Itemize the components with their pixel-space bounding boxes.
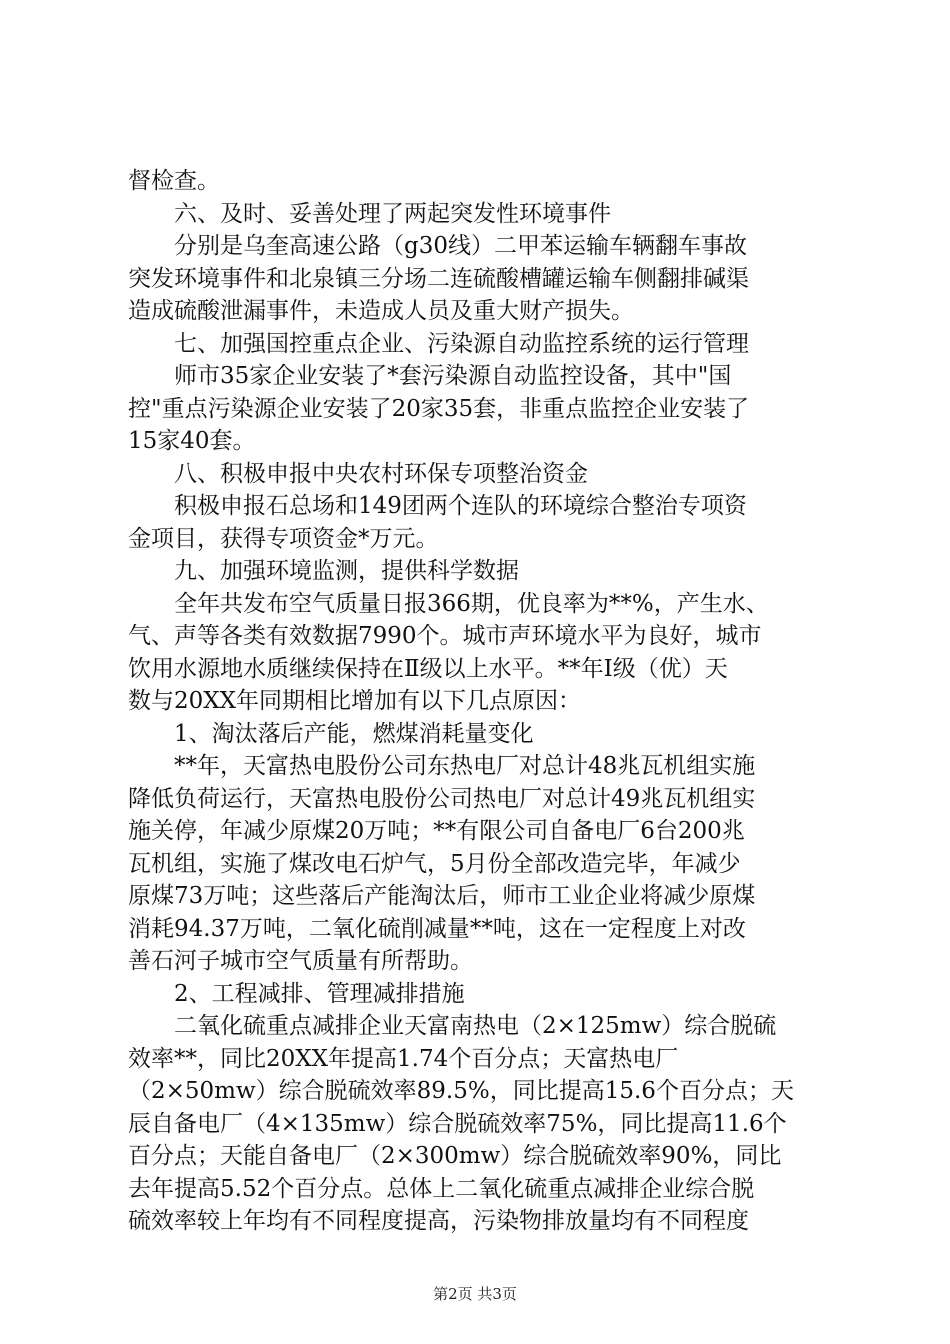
text-line: 金项目，获得专项资金*万元。 bbox=[128, 525, 439, 552]
text-line: 突发环境事件和北泉镇三分场二连硫酸槽罐运输车侧翻排碱渠 bbox=[128, 265, 749, 292]
text-line: 督检查。 bbox=[128, 168, 220, 194]
text-line: 饮用水源地水质继续保持在Ⅱ级以上水平。**年Ⅰ级（优）天 bbox=[128, 655, 728, 682]
text-line: （2×50mw）综合脱硫效率89.5%，同比提高15.6个百分点；天 bbox=[128, 1078, 794, 1104]
text-line: 消耗94.37万吨，二氧化硫削减量**吨，这在一定程度上对改 bbox=[128, 915, 746, 942]
text-line: 百分点；天能自备电厂（2×300mw）综合脱硫效率90%，同比 bbox=[128, 1143, 782, 1169]
text-line: 施关停，年减少原煤20万吨；**有限公司自备电厂6台200兆 bbox=[128, 818, 745, 844]
text-line: 善石河子城市空气质量有所帮助。 bbox=[128, 948, 473, 974]
text-line: 分别是乌奎高速公路（g30线）二甲苯运输车辆翻车事故 bbox=[174, 233, 747, 259]
text-line: 全年共发布空气质量日报366期，优良率为**%，产生水、 bbox=[174, 590, 769, 617]
text-line: 师市35家企业安装了*套污染源自动监控设备，其中"国 bbox=[174, 363, 732, 389]
text-line: 效率**，同比20XX年提高1.74个百分点；天富热电厂 bbox=[128, 1045, 679, 1072]
section-heading: 九、加强环境监测，提供科学数据 bbox=[174, 558, 519, 584]
text-line: 辰自备电厂（4×135mw）综合脱硫效率75%，同比提高11.6个 bbox=[128, 1110, 787, 1137]
text-line: 去年提高5.52个百分点。总体上二氧化硫重点减排企业综合脱 bbox=[128, 1175, 755, 1202]
text-line: 数与20XX年同期相比增加有以下几点原因： bbox=[128, 688, 582, 714]
text-line: 原煤73万吨；这些落后产能淘汰后，师市工业企业将减少原煤 bbox=[128, 883, 756, 909]
text-line: 瓦机组，实施了煤改电石炉气，5月份全部改造完毕，年减少 bbox=[128, 850, 741, 877]
text-line: 造成硫酸泄漏事件，未造成人员及重大财产损失。 bbox=[128, 298, 634, 324]
document-body bbox=[128, 165, 828, 1238]
text-line: 积极申报石总场和149团两个连队的环境综合整治专项资 bbox=[174, 493, 747, 519]
text-line: 降低负荷运行，天富热电股份公司热电厂对总计49兆瓦机组实 bbox=[128, 785, 756, 812]
text-line: 二氧化硫重点减排企业天富南热电（2×125mw）综合脱硫 bbox=[174, 1013, 777, 1039]
subsection-heading: 1、淘汰落后产能，燃煤消耗量变化 bbox=[174, 720, 534, 747]
section-heading: 八、积极申报中央农村环保专项整治资金 bbox=[174, 460, 588, 487]
subsection-heading: 2、工程减排、管理减排措施 bbox=[174, 980, 465, 1007]
section-heading: 六、及时、妥善处理了两起突发性环境事件 bbox=[174, 200, 611, 227]
page-number-footer: 第2页 共3页 bbox=[433, 1285, 517, 1303]
text-line: **年，天富热电股份公司东热电厂对总计48兆瓦机组实施 bbox=[174, 753, 756, 779]
text-line: 硫效率较上年均有不同程度提高，污染物排放量均有不同程度 bbox=[128, 1208, 749, 1234]
text-line: 15家40套。 bbox=[128, 428, 256, 454]
section-heading: 七、加强国控重点企业、污染源自动监控系统的运行管理 bbox=[174, 330, 749, 357]
text-line: 控"重点污染源企业安装了20家35套，非重点监控企业安装了 bbox=[128, 395, 750, 422]
text-line: 气、声等各类有效数据7990个。城市声环境水平为良好，城市 bbox=[128, 623, 762, 649]
